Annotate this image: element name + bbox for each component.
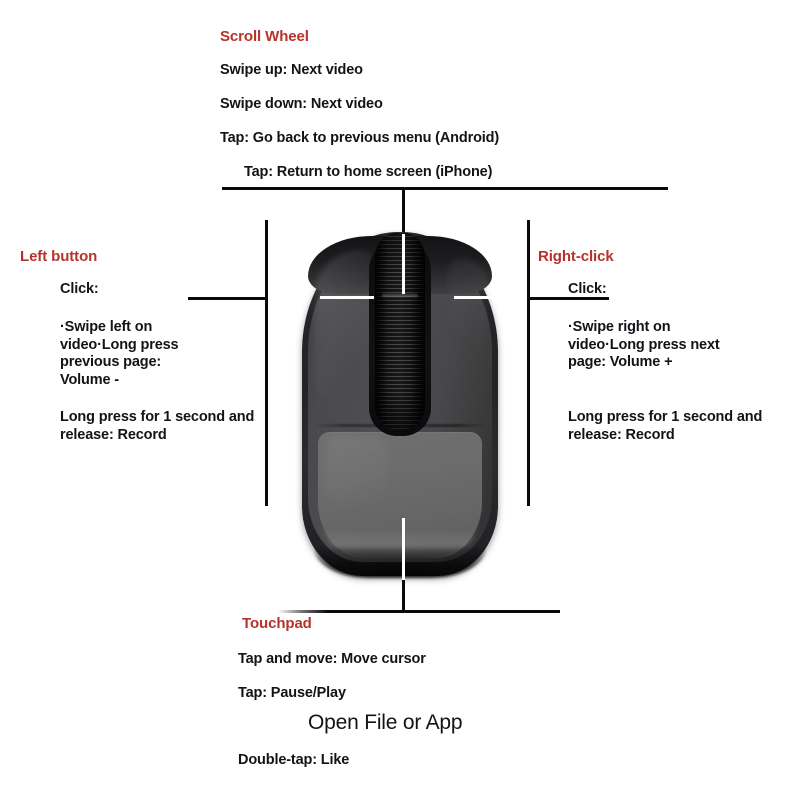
scroll-wheel-nick	[382, 294, 418, 297]
leader-rule-left-branch	[188, 297, 268, 300]
section-heading-left-button: Left button	[20, 248, 98, 265]
touchpad-line-2: Tap: Pause/Play	[238, 685, 346, 701]
left-button-long-press: Long press for 1 second and release: Record	[60, 409, 255, 443]
scroll-wheel[interactable]	[375, 232, 425, 430]
mouse-highlight-right	[448, 258, 488, 378]
pointer-touchpad	[402, 518, 405, 580]
leader-rule-right-branch	[527, 297, 609, 300]
left-button-detail: ·Swipe left on video·Long press previous page: Volume -	[60, 319, 179, 388]
leader-rule-scroll-wheel-horizontal	[222, 187, 668, 190]
touchpad-emphasis: Open File or App	[308, 711, 463, 734]
leader-rule-scroll-wheel-drop	[402, 187, 405, 234]
touchpad-gloss	[326, 436, 390, 506]
touchpad-line-1: Tap and move: Move cursor	[238, 651, 426, 667]
right-click-detail: ·Swipe right on video·Long press next page: Volume +	[568, 319, 720, 370]
leader-rule-touchpad-horizontal	[326, 610, 560, 613]
right-click-long-press: Long press for 1 second and release: Record	[568, 409, 763, 443]
scroll-wheel-line-3: Tap: Go back to previous menu (Android)	[220, 130, 500, 146]
leader-rule-touchpad-taper	[278, 610, 328, 613]
pointer-left-button	[320, 296, 374, 299]
section-heading-right-click: Right-click	[538, 248, 614, 265]
mouse-rear-shadow	[314, 548, 486, 578]
scroll-wheel-line-2: Swipe down: Next video	[220, 96, 383, 112]
leader-rule-right-vertical	[527, 220, 530, 506]
scroll-wheel-line-1: Swipe up: Next video	[220, 62, 363, 78]
scroll-wheel-line-4: Tap: Return to home screen (iPhone)	[244, 164, 493, 180]
leader-rule-left-vertical	[265, 220, 268, 506]
touchpad-line-3: Double-tap: Like	[238, 752, 350, 768]
section-heading-scroll-wheel: Scroll Wheel	[220, 28, 309, 45]
scroll-wheel-shading	[375, 232, 425, 430]
pointer-right-button	[454, 296, 508, 299]
right-click-click-label: Click:	[568, 281, 607, 297]
wireless-mouse	[296, 228, 504, 580]
pointer-scroll-wheel	[402, 234, 405, 294]
section-heading-touchpad: Touchpad	[242, 615, 312, 632]
left-button-click-label: Click:	[60, 281, 99, 297]
